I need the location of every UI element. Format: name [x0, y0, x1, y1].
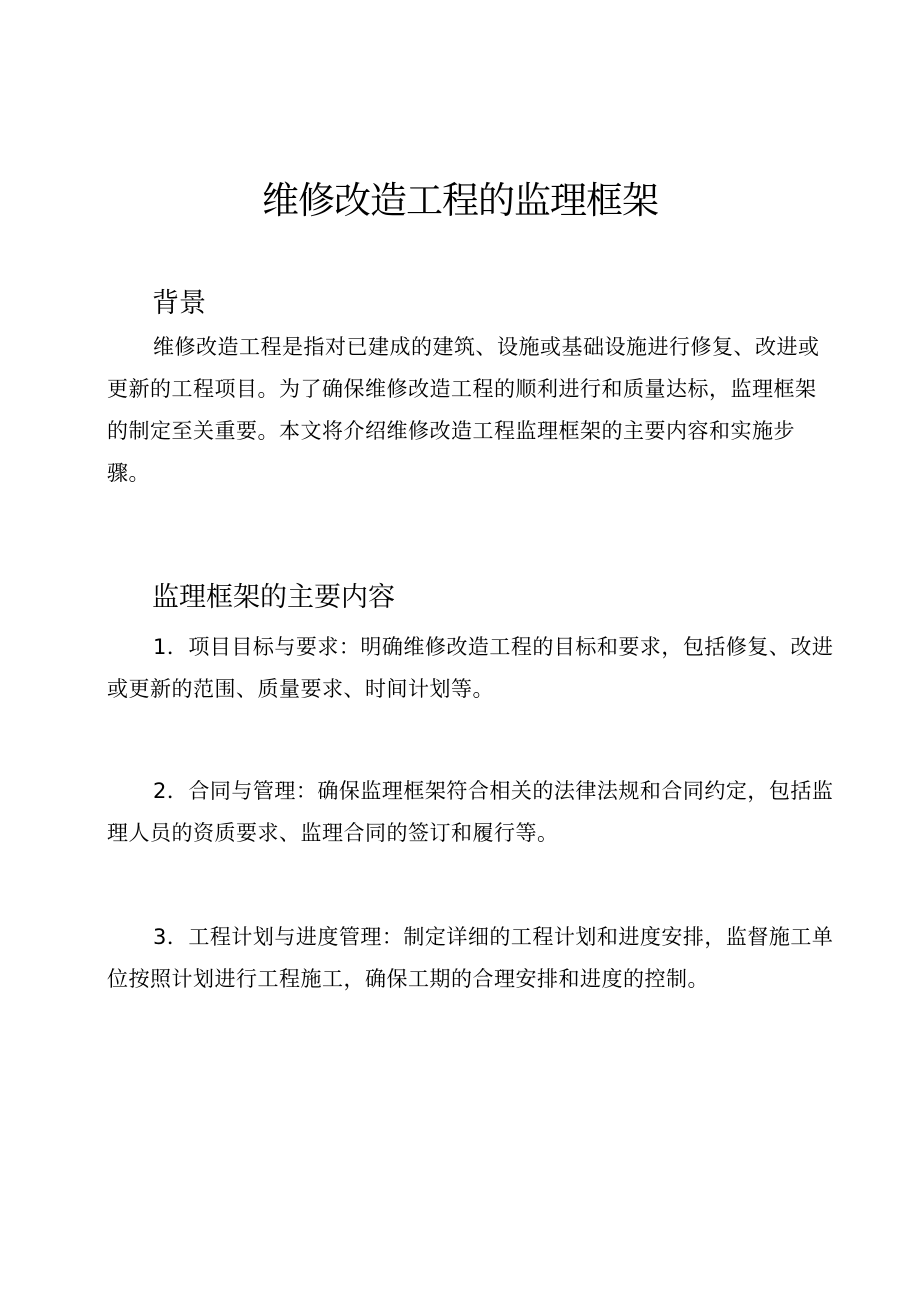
document-title: 维修改造工程的监理框架 [262, 179, 658, 222]
list-item-schedule-management: 3．工程计划与进度管理：制定详细的工程计划和进度安排，监督施工单位按照计划进行工程施工，确保工期的合理安排和进度的控制。 [107, 925, 834, 991]
list-item-project-goals: 1．项目目标与要求：明确维修改造工程的目标和要求，包括修复、改进或更新的范围、质量要求、时间计划等。 [107, 635, 834, 701]
background-paragraph: 维修改造工程是指对已建成的建筑、设施或基础设施进行修复、改进或更新的工程项目。为了确保维修改造工程的顺利进行和质量达标，监理框架的制定至关重要。本文将介绍维修改造工程监理框架的主要内容和实施步骤。 [107, 335, 820, 485]
list-item-contract-management: 2．合同与管理：确保监理框架符合相关的法律法规和合同约定，包括监理人员的资质要求、监理合同的签订和履行等。 [107, 779, 834, 845]
section-heading-main-content: 监理框架的主要内容 [152, 582, 395, 613]
section-heading-background: 背景 [152, 288, 206, 319]
